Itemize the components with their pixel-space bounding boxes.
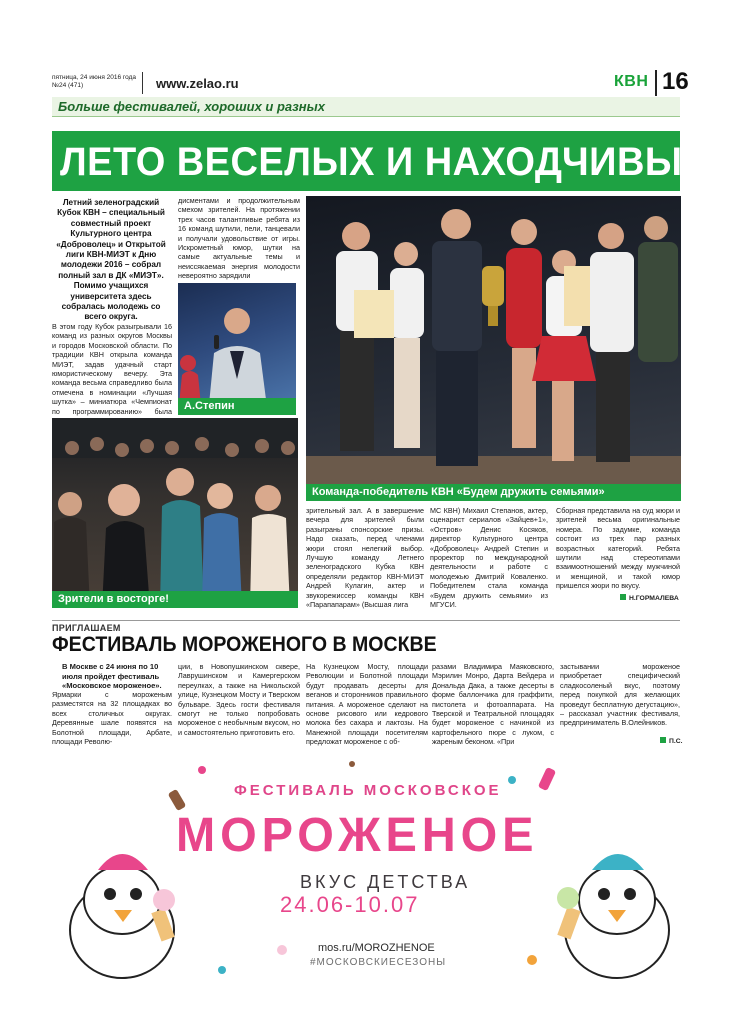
page-number: 16: [662, 68, 689, 95]
ad-headline: ФЕСТИВАЛЬ МОСКОВСКОЕ: [234, 782, 502, 799]
team-photo: [306, 196, 681, 501]
author-name: Н.ГОРМАЛЕВА: [629, 595, 679, 602]
team-illustration: [306, 196, 681, 501]
page-divider: [655, 70, 657, 96]
ad-hashtag: #МОСКОВСКИЕСЕЗОНЫ: [310, 957, 447, 968]
ad-url[interactable]: mos.ru/MOROZHENOE: [318, 942, 435, 954]
site-url: www.zelao.ru: [156, 76, 239, 91]
byline-marker-icon: [620, 594, 626, 600]
rubric-label: ПРИГЛАШАЕМ: [52, 623, 121, 633]
article2-column-3: На Кузнецком Мосту, площади Революции и Болотной площади будут продавать десерты для веганов и сторонников правильного питания. А мороженое сделают на основе рисового или кедрового молока без сахара и лактозы. На Манежной площади посетителям предложат мороженое с об-: [306, 662, 428, 747]
article2-title: ФЕСТИВАЛЬ МОРОЖЕНОГО В МОСКВЕ: [52, 633, 437, 656]
article-column-1: В этом году Кубок разыгрывали 16 команд из разных округов Москвы и городов Московской области. По традиции КВН открыла команда МИЭТ, задав удачный старт юмористическому вечеру. Эта команда весьма справедливо была отмечена в номинации «Лучшая шутка» – миниатюра «Чемпионат по программированию» была: [52, 322, 172, 416]
section-label: КВН: [614, 73, 649, 90]
ad-slogan: ВКУС ДЕТСТВА: [300, 872, 471, 892]
stepin-caption: А.Степин: [178, 398, 296, 415]
header-divider: [142, 72, 143, 94]
article-column-5: Сборная представила на суд жюри и зрителей весьма оригинальные номера. По задумке, команда состоит из трех пар разных возрастных категорий. Ребята шутили над стереотипами взаимоотношений между мужчиной и женщиной, и такой юмор пришелся жюри по вкусу.: [556, 506, 680, 591]
section-divider: [52, 620, 680, 621]
article-column-3: зрительный зал. А в завершение вечера для зрителей были разыграны спонсорские призы. Надо сказать, перед членами жюри стоял нелегкий выбор. Лучшую команду Летнего зеленоградского Кубка КВН определяли редактор КВН-МИЭТ Андрей Кулагин, актер и звукорежиссер команды КВН «Парапапарам» (Высшая лига: [306, 506, 424, 610]
issue-date: [52, 74, 136, 90]
article2-byline: [660, 737, 683, 745]
audience-illustration: [52, 418, 298, 608]
speaker-illustration: [178, 283, 296, 415]
ice-cream-festival-ad: [52, 750, 680, 990]
article-column-4: МС КВН) Михаил Степанов, актер, сценарист сериалов «Зайцев+1», «Остров» Денис Косяков, директор Культурного центра «Доброволец» Андрей Степин и проректор по международной деятельности и работе с молодежью Дмитрий Коваленко. Победителем стала команда «Будем дружить семьями» из МГУСИ.: [430, 506, 548, 610]
article-lead: Летний зеленоградский Кубок КВН – специальный совместный проект Культурного центра «Доброволец» и Открытой лиги КВН-МИЭТ к Дню молодежи 2016 – собрал полный зал в ДК «МИЭТ». Помимо учащихся университета здесь собралась молодежь со всего округа.: [56, 198, 166, 322]
article2-lead: В Москве с 24 июня по 10 июля пройдет фестиваль «Московское мороженое».: [62, 662, 162, 691]
article-title: ЛЕТО ВЕСЕЛЫХ И НАХОДЧИВЫХ: [60, 140, 709, 184]
ad-title: МОРОЖЕНОЕ: [176, 809, 539, 862]
issue-number: №24 (471): [52, 82, 84, 89]
stepin-photo: [178, 283, 296, 415]
article2-column-5: застывании мороженое приобретает специфический сладкосоленый вкус, поэтому перед покупкой для желающих проведут бесплатную дегустацию», – рассказал участник фестиваля, предприниматель В.Олейников.: [560, 662, 680, 728]
audience-photo: [52, 418, 298, 608]
author-name: П.С.: [669, 738, 683, 745]
article2-column-1: Ярмарки с мороженым разместятся на 32 площадках во всех столичных округах. Деревянные шале появятся на Болотной площади, Арбате, площади Револю-: [52, 690, 172, 747]
byline-marker-icon: [660, 737, 666, 743]
date-line: пятница, 24 июня 2016 года: [52, 74, 137, 81]
audience-caption: Зрители в восторге!: [52, 591, 298, 608]
subhead: Больше фестивалей, хороших и разных: [58, 99, 325, 114]
team-caption: Команда-победитель КВН «Будем дружить семьями»: [306, 484, 681, 501]
ad-dates: 24.06-10.07: [280, 892, 420, 917]
article2-column-4: разами Владимира Маяковского, Мэрилин Монро, Дарта Вейдера и Дональда Дака, а также десерты в форме баллончика для граффити, пистолета и фотоаппарата. На Тверской и Театральной площадях будет мороженое с начинкой из картофельного пюре с луком, с жареным беконом. «При: [432, 662, 554, 747]
article-column-2: дисментами и продолжительным смехом зрителей. На протяжении трех часов талантливые ребята из 16 команд шутили, пели, танцевали и получали удовольствие от игры. Искрометный юмор, шутки на самые актуальные темы и неиссякаемая энергия молодости невероятно зарядили: [178, 196, 300, 281]
author-byline: [620, 594, 679, 602]
article2-column-2: ции, в Новопушкинском сквере, Лаврушинском и Камергерском переулках, а также на Никольской улице, Кузнецком Мосту и Тверском бульваре. Здесь гости фестиваля смогут не только попробовать мороженое с необычным вкусом, но и самостоятельно приготовить его.: [178, 662, 300, 737]
